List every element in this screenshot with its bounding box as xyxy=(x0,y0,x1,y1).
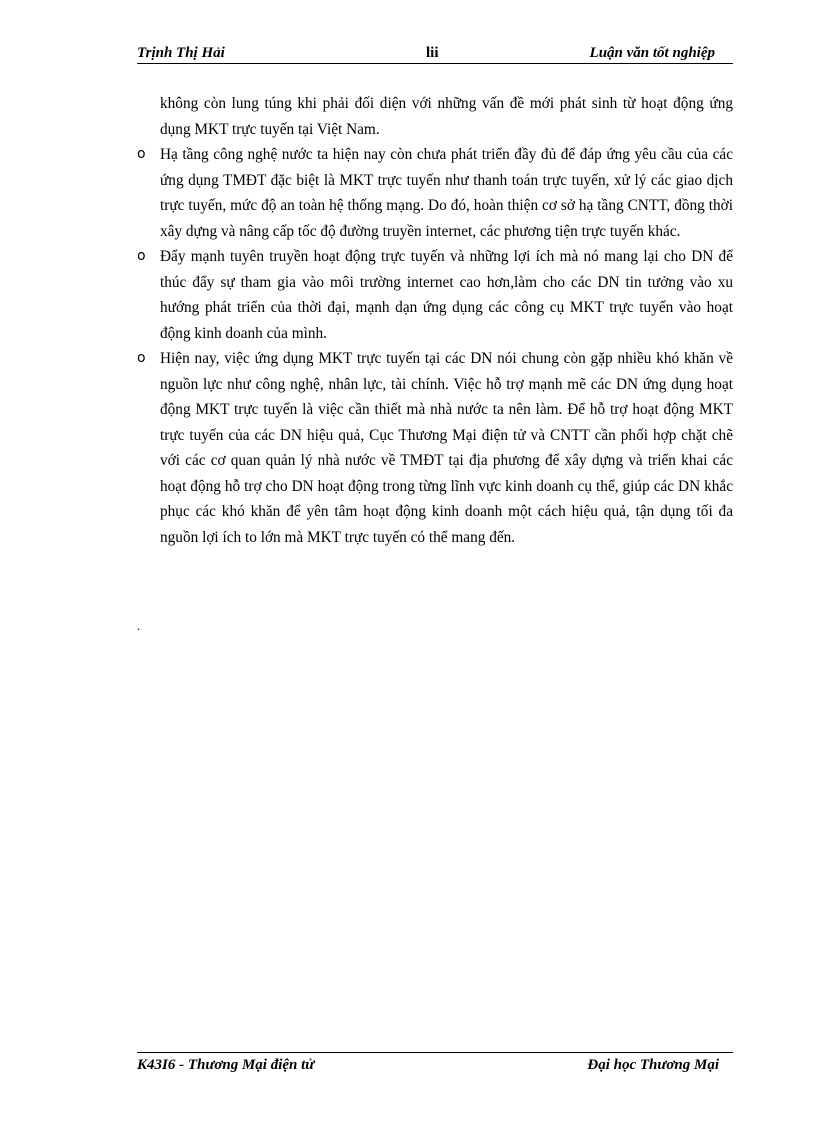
footer-university: Đại học Thương Mại xyxy=(587,1057,719,1073)
footer-class-info: K43I6 - Thương Mại điện tử xyxy=(137,1057,315,1073)
bullet-text: Hiện nay, việc ứng dụng MKT trực tuyến tại các DN nói chung còn gặp nhiều khó khăn về nguồn lực như công nghệ, nhân lực, tài chính. Việc hỗ trợ mạnh mẽ các DN ứng dụng hoạt động MKT trực tuyến là việc cần thiết mà nhà nước ta nên làm. Để hỗ trợ hoạt động MKT trực tuyến của các DN hiệu quả, Cục Thương Mại điện tử và CNTT cần phối hợp chặt chẽ với các cơ quan quản lý nhà nước về TMĐT tại địa phương để xây dựng và triển khai các hoạt động hỗ trợ cho DN hoạt động trong từng lĩnh vực kinh doanh cụ thể, giúp các DN khắc phục các khó khăn để yên tâm hoạt động kinh doanh một cách hiệu quả, tận dụng tối đa nguồn lợi ích to lớn mà MKT trực tuyến có thể mang đến. xyxy=(160,350,733,546)
header-doc-type: Luận văn tốt nghiệp xyxy=(589,45,715,61)
page-footer xyxy=(137,1052,733,1075)
bullet-item-promotion xyxy=(137,244,733,346)
bullet-text: Hạ tầng công nghệ nước ta hiện nay còn chưa phát triển đầy đủ để đáp ứng yêu cầu của các ứng dụng TMĐT đặc biệt là MKT trực tuyến như thanh toán trực tuyến, xử lý các giao dịch trực tuyến, mức độ an toàn hệ thống mạng. Do đó, hoàn thiện cơ sở hạ tầng CNTT, đồng thời xây dựng và nâng cấp tốc độ đường truyền internet, các phương tiện trực tuyến khác. xyxy=(160,146,733,240)
header-page-number: lii xyxy=(426,45,439,61)
bullet-item-support xyxy=(137,346,733,550)
page-body xyxy=(137,91,733,550)
continuation-paragraph: không còn lung túng khi phải đối diện với những vấn đề mới phát sinh từ hoạt động ứng dụng MKT trực tuyến tại Việt Nam. xyxy=(160,95,733,138)
page-header xyxy=(137,44,733,64)
stray-mark: . xyxy=(137,618,141,633)
header-author: Trịnh Thị Hải xyxy=(137,45,225,61)
bullet-marker: o xyxy=(137,248,146,264)
bullet-marker: o xyxy=(137,350,146,366)
bullet-marker: o xyxy=(137,146,146,162)
bullet-text: Đẩy mạnh tuyên truyền hoạt động trực tuyến và những lợi ích mà nó mang lại cho DN để thúc đẩy sự tham gia vào môi trường internet cao hơn,làm cho các DN tin tưởng vào xu hướng phát triển của thời đại, mạnh dạn ứng dụng các công cụ MKT trực tuyến vào hoạt động kinh doanh của mình. xyxy=(160,248,733,342)
bullet-item-infrastructure xyxy=(137,142,733,244)
